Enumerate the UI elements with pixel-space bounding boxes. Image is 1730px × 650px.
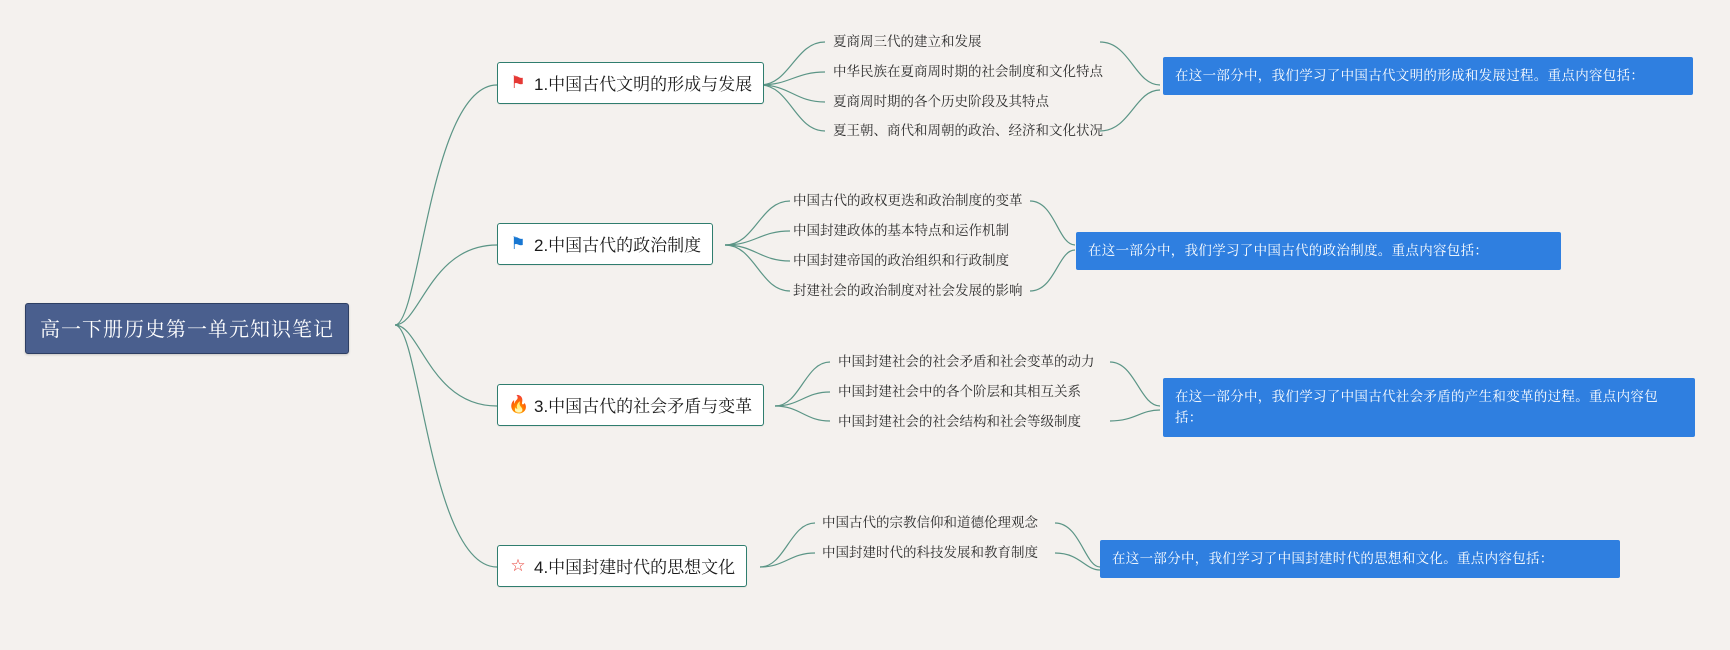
star-outline-icon: ☆ [510, 555, 526, 575]
blue-flag-icon: ⚑ [510, 233, 526, 253]
branch-node-3[interactable] [497, 384, 764, 426]
branch-node-2-label: 2.中国古代的政治制度 [534, 236, 702, 255]
leaf-node-1-4: 夏王朝、商代和周朝的政治、经济和文化状况 [833, 123, 1103, 138]
red-flag-icon: ⚑ [510, 72, 526, 92]
leaf-node-3-3: 中国封建社会的社会结构和社会等级制度 [838, 414, 1081, 429]
note-box-1: 在这一部分中，我们学习了中国古代文明的形成和发展过程。重点内容包括： [1163, 57, 1693, 95]
branch-node-4-label: 4.中国封建时代的思想文化 [534, 558, 736, 577]
branch-node-2[interactable] [497, 223, 713, 265]
branch-node-1-label: 1.中国古代文明的形成与发展 [534, 75, 753, 94]
leaf-node-2-2: 中国封建政体的基本特点和运作机制 [793, 223, 1009, 238]
leaf-node-3-2: 中国封建社会中的各个阶层和其相互关系 [838, 384, 1081, 399]
leaf-node-1-2: 中华民族在夏商周时期的社会制度和文化特点 [833, 64, 1103, 79]
note-box-2: 在这一部分中，我们学习了中国古代的政治制度。重点内容包括： [1076, 232, 1561, 270]
leaf-node-4-1: 中国古代的宗教信仰和道德伦理观念 [822, 515, 1038, 530]
note-box-4: 在这一部分中，我们学习了中国封建时代的思想和文化。重点内容包括： [1100, 540, 1620, 578]
note-box-3: 在这一部分中，我们学习了中国古代社会矛盾的产生和变革的过程。重点内容包括： [1163, 378, 1695, 437]
flame-icon: 🔥 [508, 394, 530, 414]
leaf-node-3-1: 中国封建社会的社会矛盾和社会变革的动力 [838, 354, 1095, 369]
root-node-label: 高一下册历史第一单元知识笔记 [40, 319, 334, 341]
branch-node-3-label: 3.中国古代的社会矛盾与变革 [534, 397, 753, 416]
leaf-node-1-1: 夏商周三代的建立和发展 [833, 34, 982, 49]
leaf-node-2-1: 中国古代的政权更迭和政治制度的变革 [793, 193, 1023, 208]
branch-node-4[interactable] [497, 545, 747, 587]
leaf-node-4-2: 中国封建时代的科技发展和教育制度 [822, 545, 1038, 560]
leaf-node-2-4: 封建社会的政治制度对社会发展的影响 [793, 283, 1023, 298]
leaf-node-1-3: 夏商周时期的各个历史阶段及其特点 [833, 94, 1049, 109]
root-node[interactable] [25, 303, 349, 354]
leaf-node-2-3: 中国封建帝国的政治组织和行政制度 [793, 253, 1009, 268]
branch-node-1[interactable] [497, 62, 764, 104]
